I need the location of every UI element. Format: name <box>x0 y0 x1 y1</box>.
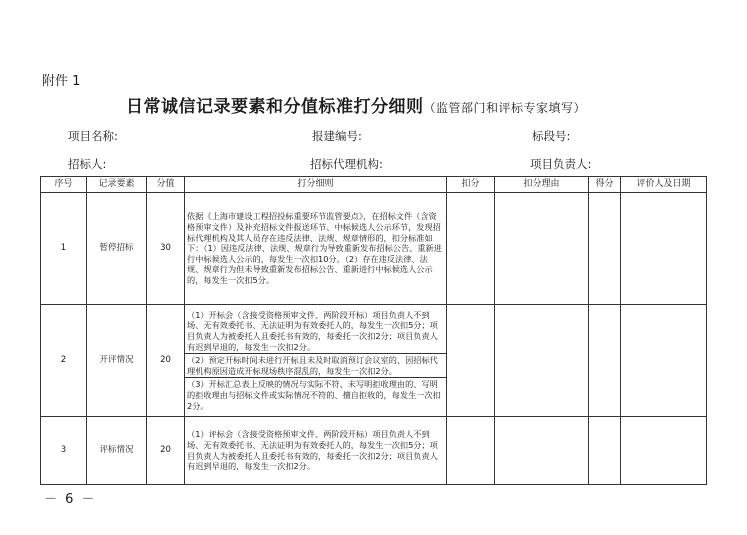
agency-label: 招标代理机构: <box>310 157 383 171</box>
row-score: 30 <box>147 193 185 305</box>
row-score: 20 <box>147 417 185 485</box>
scoring-table <box>40 176 707 485</box>
project-name-label: 项目名称: <box>68 129 118 143</box>
deduction-cell <box>447 305 495 417</box>
row-item: 评标情况 <box>87 417 147 485</box>
row-no: 3 <box>41 417 87 485</box>
reason-cell <box>495 193 589 305</box>
header-deduction: 扣分 <box>447 177 495 193</box>
detail-text: （1）评标会（含接受资格预审文件、两阶段开标）项目负责人不到场、无有效委托书、无法证明为有效委托人的，每发生一次扣5分；项目负责人为被委托人且委托书有效的，每委托一次扣2分；项目负责人有迟到早退的，每发生一次扣2分。 <box>187 429 438 472</box>
earned-cell <box>589 417 621 485</box>
row-details <box>185 305 447 417</box>
header-details: 打分细则 <box>185 177 447 193</box>
detail-text: （2）预定开标时间未进行开标且未及时取消预订会议室的、因招标代理机构原因造成开标现场秩序混乱的，每发生一次扣2分。 <box>185 353 446 377</box>
row-no: 2 <box>41 305 87 417</box>
row-item: 开评情况 <box>87 305 147 417</box>
detail-text: （3）开标汇总表上反映的情况与实际不符、未写明拒收理由的、写明的拒收理由与招标文件或实际情况不符的、擅自拒收的，每发生一次扣2分。 <box>185 377 446 412</box>
detail-text: 依据《上海市建设工程招投标重要环节监管要点》，在招标文件（含资格预审文件）及补充招标文件报送环节、中标候选人公示环节，发现招标代理机构及其人员存在违反法律、法规、规章情形的，扣分标准如下：（1）因违反法律、法规、规章行为导致重新发布招标公告、重新进行中标候选人公示的，每发生一次扣10分。（2）存在违反法律、法规、规章行为但未导致重新发布招标公告、重新进行中标候选人公示的，每发生一次扣5分。 <box>187 211 442 285</box>
document-title <box>126 92 586 117</box>
row-details <box>185 417 447 485</box>
evaluator-cell <box>621 193 707 305</box>
header-reason: 扣分理由 <box>495 177 589 193</box>
project-manager-label: 项目负责人: <box>530 157 592 171</box>
evaluator-cell <box>621 305 707 417</box>
header-earned: 得分 <box>589 177 621 193</box>
reason-cell <box>495 305 589 417</box>
header-no: 序号 <box>41 177 87 193</box>
deduction-cell <box>447 193 495 305</box>
detail-text: （1）开标会（含接受资格预审文件、两阶段开标）项目负责人不到场、无有效委托书、无法证明为有效委托人的，每发生一次扣5分；项目负责人为被委托人且委托书有效的，每委托一次扣2分；项目负责人有迟到早退的，每发生一次扣2分。 <box>187 309 438 352</box>
header-evaluator: 评价人及日期 <box>621 177 707 193</box>
row-no: 1 <box>41 193 87 305</box>
tenderer-label: 招标人: <box>68 157 107 171</box>
section-no-label: 标段号: <box>532 129 571 143</box>
evaluator-cell <box>621 417 707 485</box>
table-row <box>41 305 707 417</box>
title-subtitle: （监管部门和评标专家填写） <box>423 101 587 115</box>
header-score: 分值 <box>147 177 185 193</box>
table-row <box>41 193 707 305</box>
deduction-cell <box>447 417 495 485</box>
earned-cell <box>589 193 621 305</box>
row-score: 20 <box>147 305 185 417</box>
table-header-row <box>41 177 707 193</box>
table-row <box>41 417 707 485</box>
page-number: － 6 － <box>44 492 97 507</box>
report-no-label: 报建编号: <box>312 129 362 143</box>
title-main: 日常诚信记录要素和分值标准打分细则 <box>126 97 424 117</box>
reason-cell <box>495 417 589 485</box>
earned-cell <box>589 305 621 417</box>
row-item: 暂停招标 <box>87 193 147 305</box>
header-item: 记录要素 <box>87 177 147 193</box>
attachment-label: 附件 1 <box>42 74 81 89</box>
row-details <box>185 193 447 305</box>
